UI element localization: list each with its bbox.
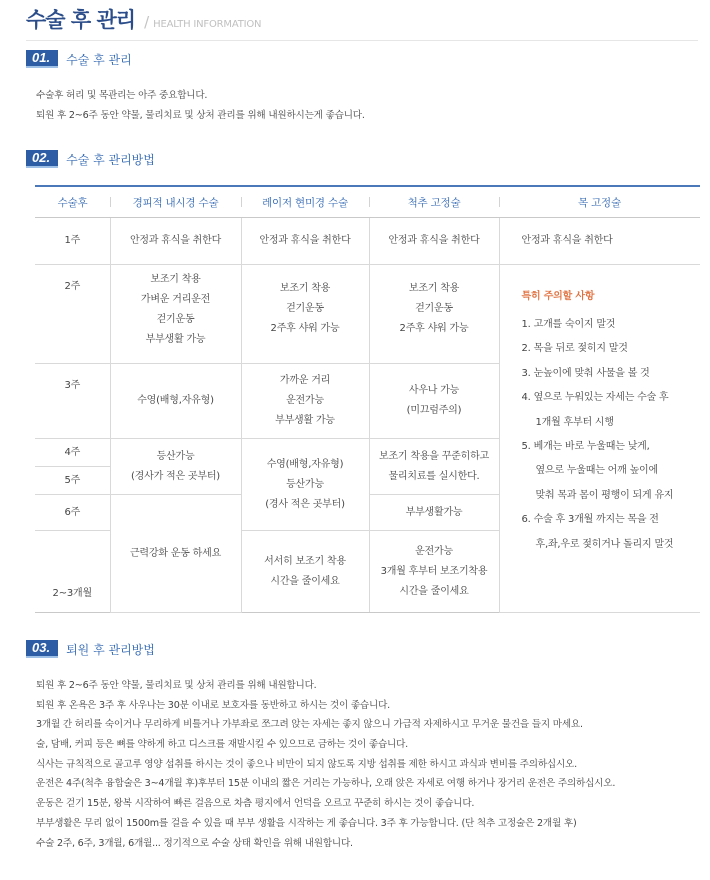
section-title: 수술 후 관리방법 [66, 152, 155, 167]
table-cell: 부부생활가능 [369, 495, 499, 531]
week-cell: 5주 [35, 467, 110, 495]
table-cell: 안정과 휴식을 취한다 [110, 218, 241, 265]
note-item: 6. 수술 후 3개월 까지는 목을 전 [521, 514, 659, 526]
cell-line: 물리치료를 실시한다. [388, 470, 480, 482]
cell-line: 걷기운동 [415, 303, 453, 314]
cell-line: 부부생활 가능 [145, 334, 206, 345]
week-cell: 2주 [35, 265, 110, 364]
table-cell: 안정과 휴식을 취한다 [241, 218, 369, 265]
week-cell: 4주 [35, 439, 110, 467]
week-cell: 6주 [35, 495, 110, 531]
column-header: 목 고정술 [499, 186, 700, 218]
table-cell [369, 531, 499, 613]
cell-line: 등산가능 [156, 450, 195, 462]
text-line: 수술 2주, 6주, 3개월, 6개월... 정기적으로 수술 상태 확인을 위해 내원합니다. [36, 837, 353, 849]
week-cell: 3주 [35, 364, 110, 439]
section-title: 퇴원 후 관리방법 [66, 642, 155, 657]
cell-line: 2주후 샤워 가능 [270, 323, 340, 334]
column-header: 수술후 [35, 186, 110, 218]
text-line: 운동은 걷기 15분, 왕복 시작하여 빠른 걸음으로 차츰 평지에서 언덕을 오르고 꾸준히 하시는 것이 좋습니다. [36, 798, 475, 810]
text-line: 운전은 4주(척추 융합술은 3~4개월 후)후부터 15분 이내의 짧은 거리는 가능하나, 오래 앉은 자세로 여행 하거나 장거리 운전은 주의하십시오. [36, 778, 616, 790]
cell-line: 보조기 착용 [279, 283, 331, 294]
text-line: 술, 담배, 커피 등은 뼈를 약하게 하고 디스크를 재발시킬 수 있으므로 금하는 것이 좋습니다. [36, 739, 409, 751]
week-cell: 1주 [35, 218, 110, 265]
section-number-badge: 02. [26, 150, 58, 168]
table-cell [241, 265, 369, 364]
cell-line: 가까운 거리 [279, 375, 331, 386]
cell-line: 시간을 줄이세요 [270, 575, 340, 587]
title-divider [26, 40, 698, 41]
section-header-2 [26, 150, 155, 168]
note-item: 맞춰 목과 몸이 평행이 되게 유지 [535, 489, 674, 501]
cell-line: 보조기 착용 [408, 283, 460, 294]
neck-fusion-notes [499, 265, 700, 613]
text-line: 부부생활은 무리 없이 1500m를 걸을 수 있을 때 부부 생활을 시작하는 게 좋습니다. 3주 후 가능합니다. (단 척추 고정술은 2개월 후) [36, 817, 577, 829]
page-title [26, 4, 261, 34]
after-discharge-text [36, 676, 615, 853]
title-separator: / [144, 13, 150, 31]
table-cell [369, 364, 499, 439]
section-title: 수술 후 관리 [66, 52, 132, 67]
text-line: 3개월 간 허리를 숙이거나 무리하게 비틀거나 가부좌로 쪼그려 앉는 자세는 좋지 않으니 가급적 자제하시고 무거운 물건을 들지 마세요. [36, 719, 583, 731]
note-item: 3. 눈높이에 맞춰 사물을 볼 것 [521, 367, 650, 379]
table-row [35, 218, 700, 265]
week-cell: 2~3개월 [35, 531, 110, 613]
page-title-text: 수술 후 관리 [26, 8, 136, 32]
cell-line: 수영(배형,자유형) [266, 458, 344, 470]
cell-line: 보조기 착용 [150, 274, 201, 285]
text-line: 식사는 규칙적으로 골고루 영양 섭취를 하시는 것이 좋으나 비만이 되지 않도록 지방 섭취를 제한 하시고 과식과 변비를 주의하십시오. [36, 758, 577, 770]
table-cell: 근력강화 운동 하세요 [110, 495, 241, 613]
cell-line: (경사 적은 곳부터) [265, 498, 345, 510]
note-item: 후,좌,우로 젖히거나 돌리지 말것 [535, 538, 674, 550]
table-cell [369, 439, 499, 495]
column-header: 경피적 내시경 수술 [110, 186, 241, 218]
note-item: 4. 옆으로 누워있는 자세는 수술 후 [521, 392, 669, 404]
cell-line: 부부생활 가능 [275, 415, 335, 426]
table-cell: 안정과 휴식을 취한다 [499, 218, 700, 265]
table-cell [241, 531, 369, 613]
note-item: 1개월 후부터 시행 [535, 416, 614, 428]
table-cell: 안정과 휴식을 취한다 [369, 218, 499, 265]
cell-line: 사우나 가능 [408, 385, 460, 396]
note-item: 옆으로 누울때는 어깨 높이에 [535, 465, 658, 477]
table-row [35, 265, 700, 364]
table-cell [110, 265, 241, 364]
table-cell [241, 439, 369, 531]
table-cell: 수영(배형,자유형) [110, 364, 241, 439]
table-cell [241, 364, 369, 439]
column-header: 척추 고정술 [369, 186, 499, 218]
text-line: 퇴원 후 온욕은 3주 후 사우나는 30분 이내로 보호자를 동반하고 하시는 것이 좋습니다. [36, 699, 390, 711]
page-subtitle: HEALTH INFORMATION [153, 19, 262, 30]
intro-line: 수술후 허리 및 목관리는 아주 중요합니다. [36, 90, 208, 101]
note-item: 5. 베개는 바로 누울때는 낮게, [521, 441, 650, 453]
cell-line: 서서히 보조기 착용 [264, 555, 346, 567]
table-header-row [35, 186, 700, 218]
section-header-1 [26, 50, 132, 68]
cell-line: 등산가능 [286, 478, 324, 490]
section-number-badge: 03. [26, 640, 58, 658]
cell-line: (경사가 적은 곳부터) [130, 470, 221, 482]
section-number-badge: 01. [26, 50, 58, 68]
cell-line: 시간을 줄이세요 [399, 585, 469, 597]
cell-line: 가벼운 거리운전 [140, 294, 211, 305]
text-line: 퇴원 후 2~6주 동안 약물, 물리치료 및 상처 관리를 위해 내원합니다. [36, 680, 317, 691]
intro-line: 퇴원 후 2~6주 동안 약물, 물리치료 및 상처 관리를 위해 내원하시는게 좋습니다. [36, 110, 365, 121]
table-cell [369, 265, 499, 364]
cell-line: 보조기 착용을 꾸준히하고 [378, 450, 490, 462]
table-cell [110, 439, 241, 495]
cell-line: (미끄럼주의) [406, 405, 462, 416]
cell-line: 2주후 샤워 가능 [399, 323, 469, 334]
cell-line: 걷기운동 [286, 303, 324, 314]
cell-line: 운전가능 [286, 395, 324, 406]
intro-text [36, 86, 365, 126]
post-surgery-care-table [35, 185, 700, 613]
cell-line: 3개월 후부터 보조기착용 [380, 565, 488, 577]
cell-line: 운전가능 [415, 545, 453, 557]
note-item: 1. 고개를 숙이지 말것 [521, 319, 616, 330]
column-header: 레이저 현미경 수술 [241, 186, 369, 218]
section-header-3 [26, 640, 155, 658]
notes-title: 특히 주의할 사항 [521, 291, 595, 302]
cell-line: 걷기운동 [156, 314, 195, 325]
note-item: 2. 목을 뒤로 젖히지 말것 [521, 343, 628, 355]
